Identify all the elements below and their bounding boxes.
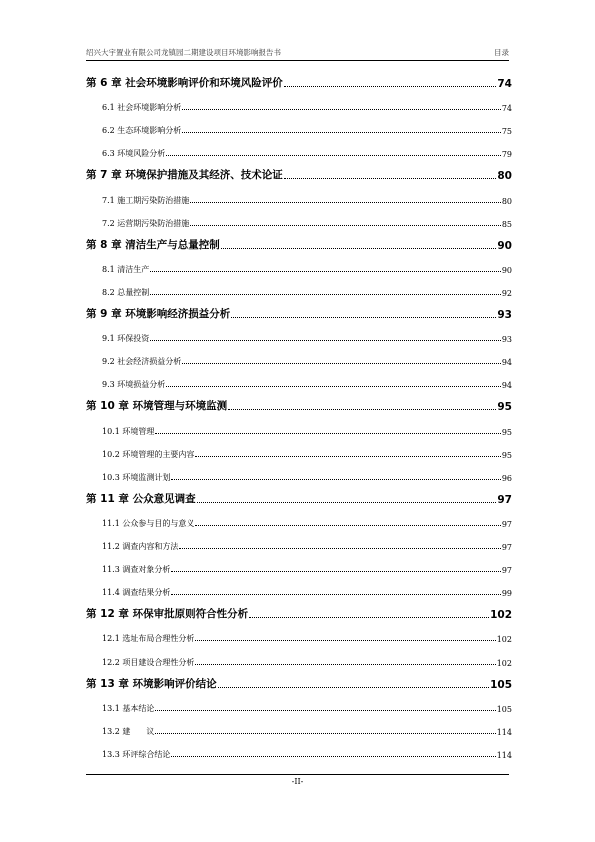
- toc-dot-leader: [284, 86, 497, 87]
- toc-section-entry[interactable]: [86, 328, 512, 344]
- toc-section-entry[interactable]: [86, 444, 512, 460]
- toc-entry-page: 97: [501, 566, 512, 576]
- toc-dot-leader: [284, 178, 497, 179]
- toc-entry-page: 95: [501, 427, 512, 437]
- toc-entry-title: 13.3 环评综合结论: [102, 749, 171, 759]
- toc-entry-title: 8.2 总量控制: [102, 287, 150, 297]
- toc-entry-title: 6.3 环境风险分析: [102, 149, 166, 159]
- toc-entry-title: 第 7 章 环境保护措施及其经济、技术论证: [86, 169, 283, 182]
- toc-entry-page: 95: [501, 450, 512, 460]
- toc-dot-leader: [166, 386, 501, 387]
- toc-section-entry[interactable]: [86, 351, 512, 367]
- header-document-title: 绍兴大宇置业有限公司龙镇园二期建设项目环境影响报告书: [86, 48, 281, 57]
- toc-entry-title: 第 8 章 清洁生产与总量控制: [86, 238, 220, 251]
- toc-entry-page: 114: [496, 750, 512, 760]
- toc-entry-title: 7.1 施工期污染防治措施: [102, 195, 190, 205]
- toc-entry-page: 93: [497, 309, 512, 321]
- toc-chapter-entry[interactable]: [86, 166, 512, 182]
- toc-dot-leader: [190, 225, 501, 226]
- toc-chapter-entry[interactable]: [86, 675, 512, 691]
- toc-section-entry[interactable]: [86, 259, 512, 275]
- toc-section-entry[interactable]: [86, 143, 512, 159]
- toc-dot-leader: [195, 664, 495, 665]
- toc-entry-page: 95: [497, 401, 512, 414]
- toc-section-entry[interactable]: [86, 213, 512, 229]
- toc-section-entry[interactable]: [86, 374, 512, 390]
- toc-entry-page: 75: [501, 127, 512, 137]
- toc-dot-leader: [171, 594, 500, 595]
- toc-chapter-entry[interactable]: [86, 490, 512, 506]
- toc-section-entry[interactable]: [86, 652, 512, 668]
- toc-entry-page: 94: [501, 358, 512, 368]
- toc-entry-page: 97: [497, 493, 512, 506]
- toc-section-entry[interactable]: [86, 536, 512, 552]
- toc-section-entry[interactable]: [86, 120, 512, 136]
- toc-entry-title: 11.2 调查内容和方法: [102, 542, 179, 551]
- toc-entry-page: 102: [496, 658, 512, 668]
- toc-entry-title: 第 9 章 环境影响经济损益分析: [86, 308, 231, 320]
- toc-entry-page: 99: [501, 589, 512, 599]
- toc-section-entry[interactable]: [86, 190, 512, 206]
- toc-entry-page: 102: [496, 635, 512, 645]
- toc-entry-page: 96: [501, 473, 512, 483]
- toc-entry-page: 97: [501, 543, 512, 552]
- toc-entry-page: 74: [497, 78, 512, 90]
- page-footer: [0, 777, 595, 786]
- toc-dot-leader: [150, 294, 501, 295]
- toc-chapter-entry[interactable]: [86, 236, 512, 252]
- toc-entry-title: 6.2 生态环境影响分析: [102, 126, 182, 136]
- toc-entry-title: 6.1 社会环境影响分析: [102, 103, 182, 113]
- toc-entry-page: 93: [501, 335, 512, 345]
- toc-entry-title: 11.1 公众参与目的与意义: [102, 518, 195, 528]
- toc-section-entry[interactable]: [86, 582, 512, 598]
- toc-dot-leader: [166, 155, 501, 156]
- toc-dot-leader: [231, 317, 496, 318]
- toc-section-entry[interactable]: [86, 721, 512, 737]
- toc-dot-leader: [182, 109, 501, 110]
- toc-dot-leader: [182, 363, 501, 364]
- toc-entry-page: 114: [496, 727, 512, 737]
- toc-dot-leader: [155, 710, 495, 711]
- toc-dot-leader: [171, 571, 500, 572]
- toc-section-entry[interactable]: [86, 421, 512, 437]
- toc-section-entry[interactable]: [86, 513, 512, 529]
- toc-dot-leader: [150, 340, 501, 341]
- toc-entry-title: 第 11 章 公众意见调查: [86, 492, 196, 505]
- toc-entry-title: 10.1 环境管理: [102, 426, 155, 436]
- toc-entry-title: 第 12 章 环保审批原则符合性分析: [86, 608, 249, 621]
- toc-entry-page: 105: [490, 678, 512, 691]
- toc-entry-title: 11.4 调查结果分析: [102, 588, 171, 598]
- toc-dot-leader: [195, 640, 495, 641]
- toc-dot-leader: [155, 733, 495, 734]
- toc-entry-page: 94: [501, 381, 512, 391]
- page-number: -II-: [291, 777, 304, 786]
- toc-entry-page: 85: [501, 219, 512, 229]
- toc-dot-leader: [190, 202, 501, 203]
- toc-dot-leader: [228, 409, 496, 410]
- toc-chapter-entry[interactable]: [86, 74, 512, 90]
- toc-entry-title: 第 6 章 社会环境影响评价和环境风险评价: [86, 77, 283, 89]
- toc-dot-leader: [171, 756, 495, 757]
- toc-entry-title: 8.1 清洁生产: [102, 264, 150, 274]
- toc-entry-page: 97: [501, 519, 512, 529]
- toc-entry-page: 79: [501, 150, 512, 160]
- toc-entry-title: 10.3 环境监测计划: [102, 472, 171, 482]
- toc-section-entry[interactable]: [86, 628, 512, 644]
- toc-entry-page: 90: [501, 265, 512, 275]
- toc-section-entry[interactable]: [86, 97, 512, 113]
- toc-entry-page: 80: [497, 170, 512, 183]
- toc-dot-leader: [150, 271, 501, 272]
- toc-entry-title: 第 13 章 环境影响评价结论: [86, 677, 217, 690]
- toc-section-entry[interactable]: [86, 282, 512, 298]
- toc-dot-leader: [195, 525, 500, 526]
- toc-entry-title: 10.2 环境管理的主要内容: [102, 449, 195, 459]
- toc-entry-title: 13.2 建 议: [102, 726, 155, 736]
- toc-entry-title: 9.3 环境损益分析: [102, 380, 166, 390]
- toc-chapter-entry[interactable]: [86, 305, 512, 321]
- toc-section-entry[interactable]: [86, 744, 512, 760]
- toc-dot-leader: [195, 456, 500, 457]
- toc-entry-title: 9.1 环保投资: [102, 334, 150, 344]
- toc-entry-title: 9.2 社会经济损益分析: [102, 357, 182, 367]
- toc-entry-title: 12.2 项目建设合理性分析: [102, 657, 195, 667]
- toc-entry-page: 105: [496, 704, 512, 714]
- toc-chapter-entry[interactable]: [86, 605, 512, 621]
- toc-dot-leader: [221, 248, 497, 249]
- toc-dot-leader: [171, 479, 500, 480]
- toc-dot-leader: [218, 687, 490, 688]
- toc-section-entry[interactable]: [86, 559, 512, 575]
- toc-entry-page: 92: [501, 288, 512, 298]
- toc-dot-leader: [155, 433, 500, 434]
- toc-entry-title: 7.2 运营期污染防治措施: [102, 218, 190, 228]
- toc-dot-leader: [249, 617, 489, 618]
- toc-entry-title: 13.1 基本结论: [102, 703, 155, 713]
- toc-dot-leader: [179, 548, 500, 549]
- toc-entry-page: 80: [501, 196, 512, 206]
- header-section-label: 目录: [494, 48, 509, 57]
- toc-entry-page: 90: [497, 239, 512, 252]
- toc-dot-leader: [182, 132, 501, 133]
- page-header: [86, 44, 509, 61]
- toc-entry-title: 11.3 调查对象分析: [102, 565, 171, 575]
- toc-entry-title: 第 10 章 环境管理与环境监测: [86, 400, 228, 413]
- toc-section-entry[interactable]: [86, 467, 512, 483]
- toc-chapter-entry[interactable]: [86, 397, 512, 413]
- toc-entry-title: 12.1 选址布局合理性分析: [102, 634, 195, 644]
- toc-entry-page: 74: [501, 104, 512, 114]
- toc-dot-leader: [197, 502, 497, 503]
- toc-section-entry[interactable]: [86, 698, 512, 714]
- toc-entry-page: 102: [490, 609, 512, 622]
- footer-divider: [86, 774, 509, 775]
